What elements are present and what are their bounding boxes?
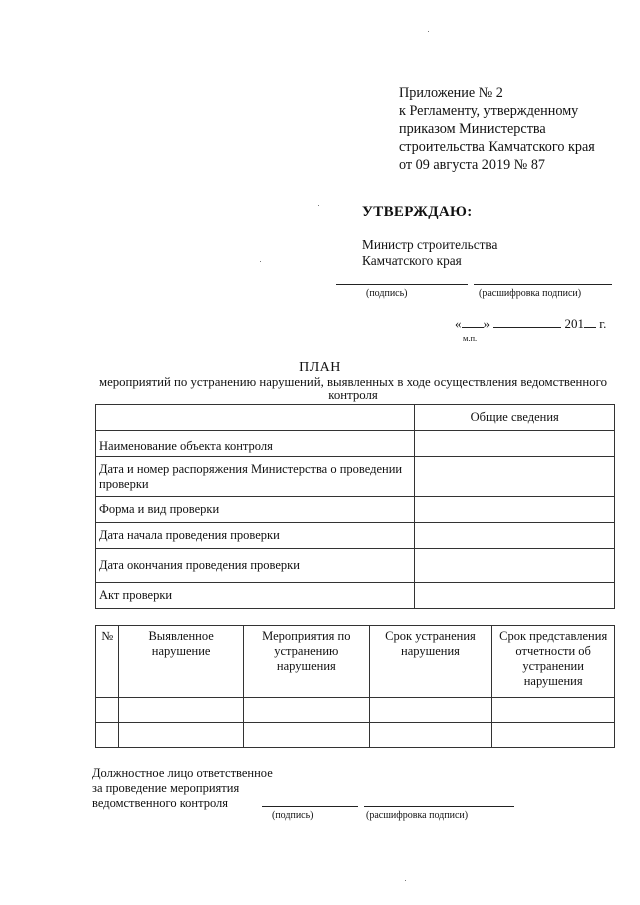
scan-speck <box>260 261 261 262</box>
date-open-quote: « <box>455 316 462 331</box>
header-general-info: Общие сведения <box>415 405 615 431</box>
date-suffix: г. <box>599 316 607 331</box>
table-cell <box>96 723 119 748</box>
scan-speck <box>405 880 406 881</box>
table-row <box>96 549 615 583</box>
approver-signature-line <box>336 284 468 285</box>
header-measures: Мероприятия по устранению нарушения <box>243 626 369 698</box>
row-value <box>415 549 615 583</box>
approver-position <box>362 237 497 269</box>
date-year-blank <box>584 315 596 328</box>
table-row <box>96 457 615 497</box>
row-value <box>415 583 615 609</box>
header-report-deadline: Срок представления отчетности об устранении нарушения <box>492 626 615 698</box>
responsible-decode-caption: (расшифровка подписи) <box>366 810 469 821</box>
header-deadline: Срок устранения нарушения <box>369 626 492 698</box>
approval-heading: УТВЕРЖДАЮ: <box>362 204 473 220</box>
date-day-blank <box>462 315 484 328</box>
approval-date-line <box>455 315 606 332</box>
table-cell <box>96 698 119 723</box>
approver-position-line: Министр строительства <box>362 237 498 252</box>
annex-line: приказом Министерства <box>399 121 546 137</box>
row-label: Акт проверки <box>96 583 415 609</box>
date-month-blank <box>493 315 561 328</box>
row-label: Дата окончания проведения проверки <box>96 549 415 583</box>
table-cell <box>119 698 244 723</box>
plan-title: ПЛАН <box>299 360 341 375</box>
table-cell <box>369 723 492 748</box>
row-value <box>415 457 615 497</box>
table-cell <box>243 723 369 748</box>
row-label: Наименование объекта контроля <box>96 431 415 457</box>
table-cell <box>369 698 492 723</box>
scan-speck <box>318 205 319 206</box>
approver-position-line: Камчатского края <box>362 253 462 268</box>
header-violation: Выявленное нарушение <box>119 626 244 698</box>
table-row <box>96 497 615 523</box>
date-close-quote: » <box>483 316 490 331</box>
general-info-table <box>95 404 615 609</box>
table-cell <box>492 723 615 748</box>
annex-line: к Регламенту, утвержденному <box>399 103 579 119</box>
row-label: Форма и вид проверки <box>96 497 415 523</box>
stamp-caption: м.п. <box>463 333 478 343</box>
responsible-line: ведомственного контроля <box>92 796 229 810</box>
responsible-person-label <box>92 766 273 811</box>
approver-decode-caption: (расшифровка подписи) <box>479 288 582 299</box>
table-cell <box>492 698 615 723</box>
row-value <box>415 523 615 549</box>
annex-block <box>399 84 595 174</box>
header-number: № <box>96 626 119 698</box>
row-label: Дата и номер распоряжения Министерства о проведении проверки <box>96 457 415 497</box>
measures-table <box>95 625 615 748</box>
table-row <box>96 583 615 609</box>
table-cell <box>243 698 369 723</box>
table-row <box>96 698 615 723</box>
annex-line: от 09 августа 2019 № 87 <box>399 157 546 173</box>
annex-line: строительства Камчатского края <box>399 139 595 155</box>
table-header-row <box>96 405 615 431</box>
table-cell <box>119 723 244 748</box>
table-row <box>96 523 615 549</box>
annex-line: Приложение № 2 <box>399 85 503 101</box>
plan-subtitle: мероприятий по устранению нарушений, выявленных в ходе осуществления ведомственного контроля <box>98 375 607 402</box>
row-value <box>415 431 615 457</box>
responsible-decode-line <box>364 806 514 807</box>
responsible-line: Должностное лицо ответственное <box>92 766 273 780</box>
table-row <box>96 723 615 748</box>
header-empty-cell <box>96 405 415 431</box>
approver-signature-caption: (подпись) <box>366 288 408 299</box>
responsible-line: за проведение мероприятия <box>92 781 240 795</box>
row-label: Дата начала проведения проверки <box>96 523 415 549</box>
approver-decode-line <box>474 284 612 285</box>
date-year: 201 <box>564 316 584 331</box>
table-row <box>96 431 615 457</box>
responsible-signature-caption: (подпись) <box>272 810 314 821</box>
row-value <box>415 497 615 523</box>
scan-speck <box>428 31 429 32</box>
responsible-signature-line <box>262 806 358 807</box>
table-header-row <box>96 626 615 698</box>
